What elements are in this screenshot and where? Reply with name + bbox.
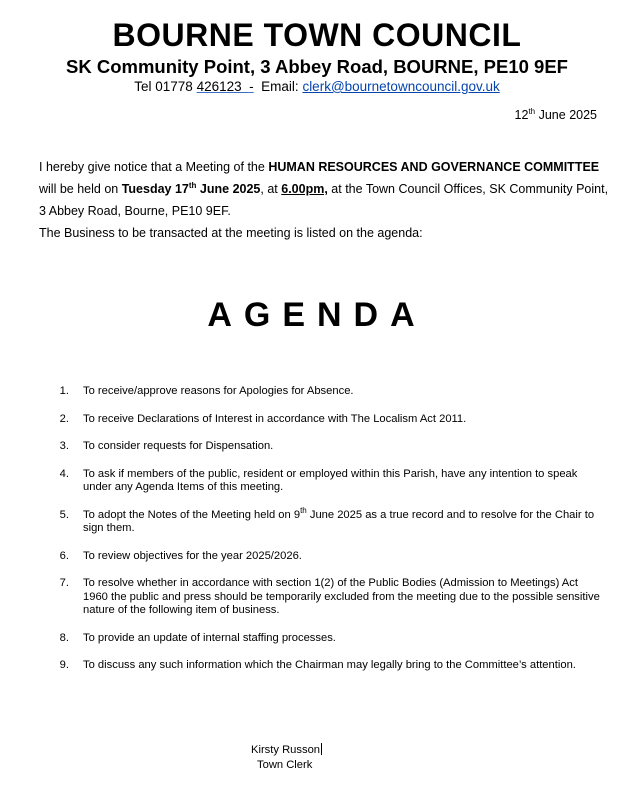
agenda-item-number: 5. [59,508,69,521]
agenda-item-number: 3. [59,440,69,452]
date-suffix: th [528,107,536,116]
agenda-list [55,385,605,673]
agenda-item [55,505,605,536]
agenda-item-number: 6. [59,549,69,562]
meeting-day: Tuesday 17 [121,182,189,196]
agenda-item [55,385,605,399]
phone-label: Tel 01778 [134,79,193,94]
date-day: 12 [514,108,529,122]
meeting-date [122,182,261,196]
email-link[interactable]: clerk@bournetowncouncil.gov.uk [302,79,500,94]
agenda-item [55,550,605,564]
email-label: Email: [261,79,299,94]
agenda-item-text: To discuss any such information which the Chairman may legally bring to the Committee’s attention. [83,659,576,671]
agenda-item-text: To review objectives for the year 2025/2026. [83,549,302,562]
agenda-item-number: 9. [59,659,69,671]
agenda-item [55,413,605,427]
text-cursor [321,743,322,755]
signatory-name-text: Kirsty Russon [251,744,321,756]
agenda-item-number: 8. [59,631,69,644]
phone-ext-dash: - [249,79,254,94]
meeting-day-suffix: th [188,181,197,190]
agenda-item [55,632,605,646]
council-address: SK Community Point, 3 Abbey Road, BOURNE, PE10 9EF [66,56,568,77]
agenda-item-number: 1. [59,385,69,397]
agenda-item [55,659,605,673]
agenda-item-text: To resolve whether in accordance with section 1(2) of the Public Bodies (Admission to Meetings) Act 1960 the public and press should be temporarily excluded from the meeting due to the possible sensitive nature of the following item of business. [83,577,600,616]
agenda-item-text [83,505,595,535]
notice-paragraph [39,156,609,222]
phone-ext-number: 426123 [196,79,242,94]
council-title: BOURNE TOWN COUNCIL [112,17,522,53]
agenda-item-text: To ask if members of the public, resident or employed within this Parish, have any intention to speak under any Agenda Items of this meeting. [83,467,578,493]
agenda-item-number: 7. [59,577,69,589]
agenda-item [55,440,605,454]
meeting-location: at the Town Council Offices, SK Community Point, 3 Abbey Road, Bourne, PE10 9EF. [39,182,609,218]
agenda-item-sup: th [300,505,307,515]
agenda-item-text-b: June 2025 as a true record and to resolve for the Chair to sign them. [83,508,595,534]
committee-name: HUMAN RESOURCES AND GOVERNANCE COMMITTEE [268,160,600,174]
meeting-month-year: June 2025 [199,182,261,196]
agenda-item-number: 2. [59,412,69,425]
agenda-item [55,577,605,618]
meeting-time: 6.00pm, [281,182,328,196]
signatory-name [251,743,322,757]
agenda-title: AGENDA [207,296,427,334]
agenda-item-text: To receive Declarations of Interest in accordance with The Localism Act 2011. [83,412,467,425]
contact-line [0,78,634,95]
notice-business: The Business to be transacted at the meeting is listed on the agenda: [39,226,423,240]
agenda-item-number: 4. [59,467,69,480]
notice-at: , at [260,182,278,196]
date-rest: June 2025 [538,108,597,122]
notice-held-on: will be held on [39,182,119,196]
agenda-item-text: To receive/approve reasons for Apologies for Absence. [83,385,354,397]
notice-intro: I hereby give notice that a Meeting of the [39,160,265,174]
agenda-item-text-a: To adopt the Notes of the Meeting held on 9 [83,508,301,521]
agenda-item-text: To consider requests for Dispensation. [83,440,274,452]
phone-extension [197,79,254,94]
agenda-item-text: To provide an update of internal staffing processes. [83,631,336,644]
letter-date [515,107,597,123]
signatory-role: Town Clerk [257,759,313,771]
meeting-notice [39,156,609,244]
agenda-item [55,468,605,495]
